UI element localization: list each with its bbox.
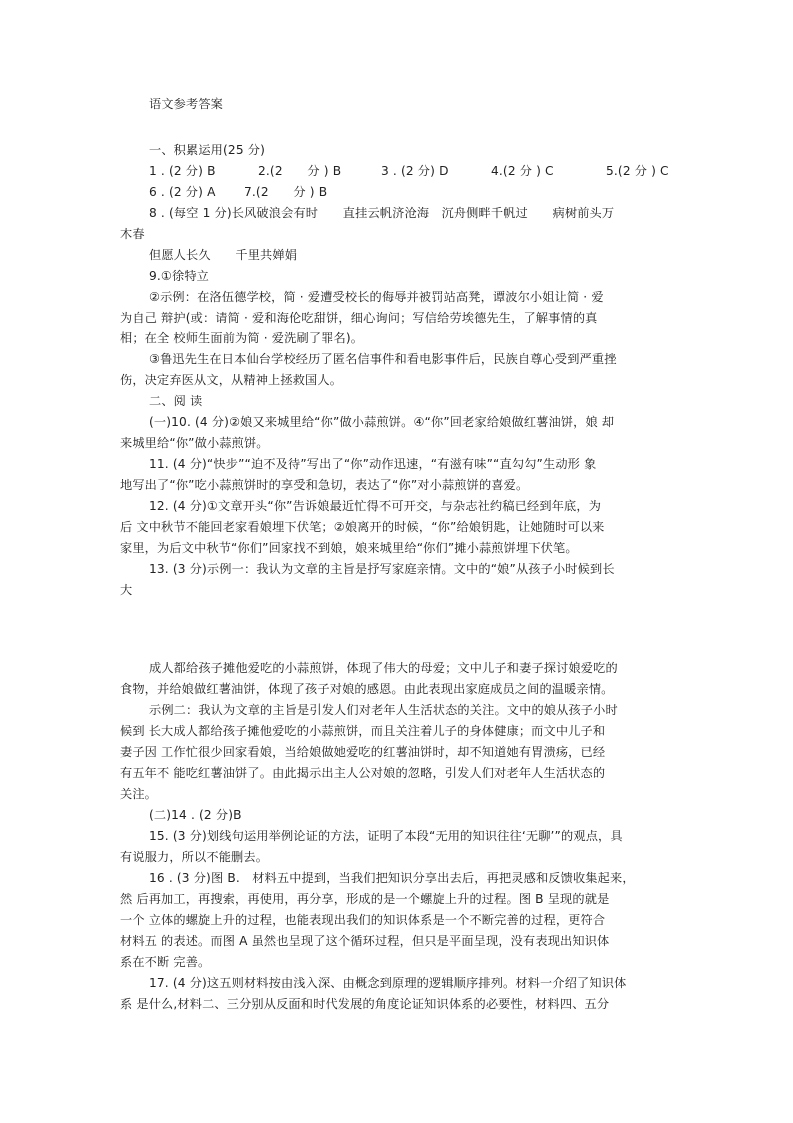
- section-heading-reading: 二、阅 读: [149, 394, 203, 408]
- q9-line: 相；在全 校师生面前为简 · 爱洗刷了罪名)。: [120, 331, 364, 345]
- q13-line: 成人都给孩子摊他爱吃的小蒜煎饼，体现了伟大的母爱；文中儿子和妻子探讨娘爱吃的: [149, 661, 618, 675]
- mc-answer: 2.(2 分 ) B: [258, 164, 342, 178]
- q8-line: 木春: [120, 227, 145, 241]
- q11-line: 11. (4 分)“快步”“迫不及待”写出了“你”动作迅速，“有滋有味”“直勾勾”生动形 象: [149, 457, 597, 471]
- mc-answer: 1 . (2 分) B: [149, 164, 216, 178]
- q16-line: 然 后再加工，再搜索，再使用，再分享，形成的是一个螺旋上升的过程。图 B 呈现的就是: [120, 892, 610, 906]
- mc-answer: 6 . (2 分) A: [149, 185, 216, 199]
- q9-line: ③鲁迅先生在日本仙台学校经历了匿名信事件和看电影事件后，民族自尊心受到严重挫: [149, 352, 617, 366]
- q17-line: 系 是什么,材料二、三分别从反面和时代发展的角度论证知识体系的必要性，材料四、五分: [120, 997, 610, 1011]
- q16-line: 系在不断 完善。: [120, 955, 211, 969]
- mc-answer: 5.(2 分 ) C: [606, 164, 669, 178]
- q13-line: 妻子因 工作忙很少回家看娘，当给娘做她爱吃的红薯油饼时，却不知道她有胃溃疡，已经: [120, 745, 606, 759]
- mc-answer: 3 . (2 分) D: [381, 164, 449, 178]
- q12-line: 12. (4 分)①文章开头“你”告诉娘最近忙得不可开交，与杂志社约稿已经到年底，为: [149, 499, 602, 513]
- q12-line: 家里，为后文中秋节“你们”回家找不到娘，娘来城里给“你们”摊小蒜煎饼埋下伏笔。: [120, 541, 578, 555]
- q13-line: 13. (3 分)示例一：我认为文章的主旨是抒写家庭亲情。文中的“娘”从孩子小时候到长: [149, 562, 615, 576]
- q12-line: 后 文中秋节不能回老家看娘埋下伏笔；②娘离开的时候，“你”给娘钥匙，让她随时可以来: [120, 520, 605, 534]
- q15-line: 有说服力，所以不能删去。: [120, 850, 269, 864]
- q13-line: 食物，并给娘做红薯油饼，体现了孩子对娘的感恩。由此表现出家庭成员之间的温暖亲情。: [120, 682, 614, 696]
- q8-line: 8 . (每空 1 分)长风破浪会有时 直挂云帆济沧海 沉舟侧畔千帆过 病树前头万: [149, 206, 615, 220]
- q11-line: 地写出了“你”吃小蒜煎饼时的享受和急切，表达了“你”对小蒜煎饼的喜爱。: [120, 478, 529, 492]
- q13-line: 关注。: [120, 787, 158, 801]
- q9-line: 为自己 辩护(或：请简 · 爱和海伦吃甜饼，细心询问；写信给劳埃德先生，了解事情的真: [120, 311, 598, 325]
- q16-line: 材料五 的表述。而图 A 虽然也呈现了这个循环过程，但只是平面呈现，没有表现出知识体: [120, 934, 610, 948]
- q9-line: 伤，决定弃医从文，从精神上拯救国人。: [120, 373, 343, 387]
- q10-line: 来城里给“你”做小蒜煎饼。: [120, 436, 269, 450]
- q17-line: 17. (4 分)这五则材料按由浅入深、由概念到原理的逻辑顺序排列。材料一介绍了知识体: [149, 976, 627, 990]
- document-title: 语文参考答案: [149, 97, 224, 111]
- q13-line: 候到 长大成人都给孩子摊他爱吃的小蒜煎饼，而且关注着儿子的身体健康；而文中儿子和: [120, 724, 606, 738]
- q13-line: 示例二：我认为文章的主旨是引发人们对老年人生活状态的关注。文中的娘从孩子小时: [149, 703, 618, 717]
- mc-answers-row-2: [0, 184, 793, 200]
- q15-line: 15. (3 分)划线句运用举例论证的方法，证明了本段“无用的知识往往‘无聊’”的观点，具: [149, 829, 623, 843]
- mc-answer: 4.(2 分 ) C: [491, 164, 554, 178]
- section-heading-accumulation: 一、积累运用(25 分): [149, 143, 266, 157]
- mc-answers-row-1: [0, 163, 793, 179]
- q10-line: (一)10. (4 分)②娘又来城里给“你”做小蒜煎饼。④“你”回老家给娘做红薯油饼，娘 却: [149, 415, 615, 429]
- q16-line: 一个 立体的螺旋上升的过程，也能表现出我们的知识体系是一个不断完善的过程，更符合: [120, 913, 606, 927]
- q8-line: 但愿人长久 千里共婵娟: [149, 248, 298, 262]
- q14-answer: (二)14 . (2 分)B: [149, 808, 242, 822]
- mc-answer: 7.(2 分 ) B: [244, 185, 328, 199]
- q9-heading: 9.①徐特立: [149, 269, 210, 283]
- q16-line: 16 . (3 分)图 B. 材料五中提到，当我们把知识分享出去后，再把灵感和反馈收集起来，: [149, 871, 635, 885]
- q9-line: ②示例：在洛伍德学校，简 · 爱遭受校长的侮辱并被罚站高凳，谭波尔小姐让简 · 爱: [149, 290, 604, 304]
- q13-line: 大: [120, 583, 133, 597]
- q13-line: 有五年不 能吃红薯油饼了。由此揭示出主人公对娘的忽略，引发人们对老年人生活状态的: [120, 766, 606, 780]
